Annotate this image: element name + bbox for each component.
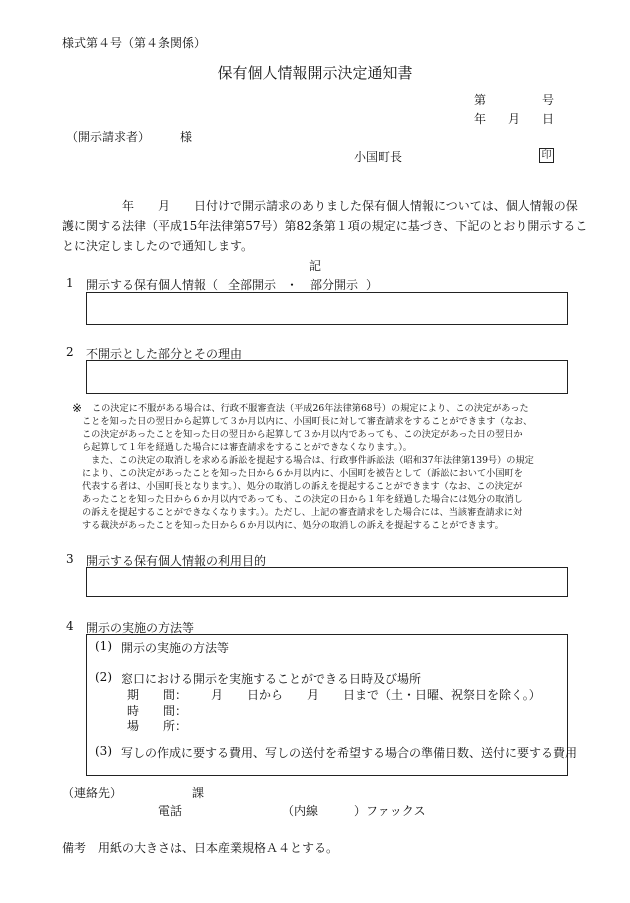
section-4-label: 開示の実施の方法等 bbox=[86, 621, 195, 635]
date-day: 日 bbox=[542, 112, 555, 126]
item-3-label: 写しの作成に要する費用、写しの送付を希望する場合の準備日数、送付に要する費用 bbox=[121, 746, 578, 760]
date-month: 月 bbox=[508, 112, 521, 126]
page-title: 保有個人情報開示決定通知書 bbox=[217, 64, 413, 82]
note-line-2: ことを知った日の翌日から起算して３か月以内に、小国町長に対して審査請求をすることができます（なお、 bbox=[82, 416, 533, 427]
contact-label: （連絡先） bbox=[62, 786, 123, 800]
option-full-disclosure[interactable]: 全部開示 bbox=[228, 278, 277, 292]
note-line-1: この決定に不服がある場合は、行政不服審査法（平成26年法律第68号）の規定により、この決定があった bbox=[92, 403, 529, 414]
contact-fax: ファックス bbox=[366, 804, 426, 818]
item-1-number: (1) bbox=[95, 639, 112, 653]
contact-extension: （内線 ） bbox=[282, 804, 367, 818]
note-line-3: この決定があったことを知った日の翌日から起算して３か月以内であっても、この決定があった日の翌日か bbox=[82, 429, 523, 440]
section-2-number: 2 bbox=[66, 345, 74, 359]
note-mark: ※ bbox=[72, 401, 83, 415]
period-label: 期 間： bbox=[127, 688, 188, 702]
note-line-10: する裁決があったことを知った日から６か月以内に、処分の取消しの訴えを提起することができます。 bbox=[82, 520, 504, 531]
option-partial-disclosure[interactable]: 部分開示 bbox=[310, 278, 359, 292]
mayor-label: 小国町長 bbox=[354, 150, 403, 164]
intro-line-1: 年 月 日付けで開示請求のありました保有個人情報については、個人情報の保 bbox=[122, 199, 578, 213]
remark: 備考 用紙の大きさは、日本産業規格Ａ４とする。 bbox=[62, 841, 339, 855]
intro-line-3: とに決定しましたので通知します。 bbox=[62, 239, 254, 253]
option-separator: ・ bbox=[286, 278, 299, 292]
section-3-number: 3 bbox=[66, 552, 74, 566]
seal-mark: 印 bbox=[539, 148, 554, 163]
note-line-5: また、この決定の取消しを求める訴訟を提起する場合は、行政事件訴訟法（昭和37年法律第139号）の規定 bbox=[82, 455, 534, 466]
note-line-6: により、この決定があったことを知った日から６か月以内に、小国町を被告として（訴訟において小国町を bbox=[82, 468, 523, 479]
intro-line-2: 護に関する法律（平成15年法律第57号）第82条第１項の規定に基づき、下記のとおり開示するこ bbox=[62, 219, 588, 233]
note-line-8: あったことを知った日から６か月以内であっても、この決定の日から１年を経過した場合には処分の取消し bbox=[82, 494, 523, 505]
item-1-label: 開示の実施の方法等 bbox=[121, 641, 230, 655]
section-4-number: 4 bbox=[66, 619, 74, 633]
contact-ka: 課 bbox=[192, 786, 205, 800]
note-line-4: ら起算して１年を経過した場合には審査請求をすることができなくなります。）。 bbox=[82, 442, 412, 453]
section-1-field[interactable] bbox=[86, 292, 568, 325]
section-4-box bbox=[86, 634, 578, 776]
section-1-close: ） bbox=[366, 278, 379, 292]
section-3-field[interactable] bbox=[86, 567, 568, 597]
ki-label: 記 bbox=[309, 259, 322, 273]
section-3-label: 開示する保有個人情報の利用目的 bbox=[86, 554, 267, 568]
contact-phone: 電話 bbox=[158, 804, 183, 818]
date-year: 年 bbox=[474, 112, 487, 126]
item-2-number: (2) bbox=[95, 670, 112, 684]
period-value[interactable]: 月 日から 月 日まで（土・日曜、祝祭日を除く。） bbox=[211, 688, 541, 702]
number-dai: 第 bbox=[474, 93, 487, 107]
number-gou: 号 bbox=[542, 93, 555, 107]
time-label: 時 間： bbox=[127, 704, 188, 718]
section-1-number: 1 bbox=[66, 276, 74, 290]
note-line-9: の訴えを提起することができなくなります。）。ただし、上記の審査請求をした場合には、当該審査請求に対 bbox=[82, 507, 523, 518]
section-1-label: 開示する保有個人情報（ bbox=[86, 278, 219, 292]
item-3-number: (3) bbox=[95, 744, 112, 758]
section-2-field[interactable] bbox=[86, 360, 568, 394]
requester-sama: 様 bbox=[180, 130, 193, 144]
form-number: 様式第４号（第４条関係） bbox=[62, 36, 207, 50]
section-2-label: 不開示とした部分とその理由 bbox=[86, 347, 243, 361]
place-label: 場 所： bbox=[127, 719, 188, 733]
requester-label: （開示請求者） bbox=[66, 130, 151, 144]
note-line-7: 代表する者は、小国町長となります。）、処分の取消しの訴えを提起することができます（なお、この決定が bbox=[82, 481, 523, 492]
item-2-label: 窓口における開示を実施することができる日時及び場所 bbox=[121, 672, 422, 686]
